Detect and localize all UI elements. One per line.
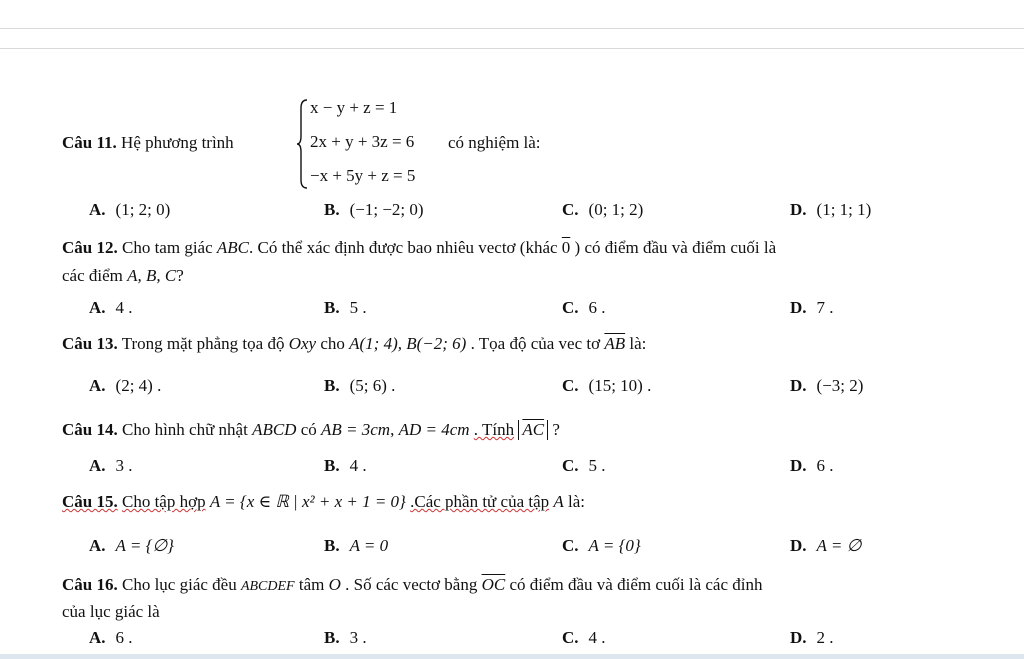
q14-label: Câu 14. (62, 420, 118, 439)
q12-text-a: Cho tam giác (121, 238, 213, 257)
option-label: C. (562, 456, 579, 475)
q16-text-c: . Số các vectơ bằng (345, 575, 478, 594)
q14-text-b: có (300, 420, 317, 439)
q12-line-2 (62, 266, 184, 286)
option-label: C. (562, 628, 579, 647)
q14-option-c[interactable] (562, 456, 606, 476)
option-label: B. (324, 376, 340, 395)
q13-option-a[interactable] (89, 376, 161, 396)
q13-text-a: Trong mặt phẳng tọa độ (121, 334, 285, 353)
q14-ab: AB = 3cm (321, 420, 391, 439)
option-value: 2 . (816, 628, 834, 647)
option-label: D. (790, 376, 807, 395)
option-value: 6 . (115, 628, 133, 647)
q12-text-b: . Có thể xác định được bao nhiêu vectơ (khác (249, 238, 558, 257)
q12-zero-vector: 0 (561, 238, 571, 257)
option-value: 7 . (816, 298, 834, 317)
option-value: (−3; 2) (816, 376, 864, 395)
q14-option-b[interactable] (324, 456, 367, 476)
q12-line2-a: các điểm (62, 266, 123, 285)
q14-text-a: Cho hình chữ nhật (121, 420, 248, 439)
option-value: 4 . (115, 298, 133, 317)
q13-text-c: . Tọa độ của vec tơ (470, 334, 601, 353)
q14-ad: AD = 4cm (398, 420, 470, 439)
q15-set: A = {x ∈ ℝ | x² + x + 1 = 0} (209, 492, 406, 511)
q14-line (62, 420, 560, 440)
option-label: C. (562, 298, 579, 317)
q12-points: A, B, C (127, 266, 177, 285)
option-label: A. (89, 628, 106, 647)
q15-option-b[interactable] (324, 536, 388, 556)
q13-option-c[interactable] (562, 376, 651, 396)
option-label: D. (790, 536, 807, 555)
q15-option-c[interactable] (562, 536, 641, 556)
q12-option-a[interactable] (89, 298, 133, 318)
q16-option-b[interactable] (324, 628, 367, 648)
option-label: A. (89, 456, 106, 475)
q11-option-a[interactable] (89, 200, 170, 220)
q16-option-c[interactable] (562, 628, 606, 648)
q16-text-b: tâm (298, 575, 325, 594)
option-label: B. (324, 456, 340, 475)
option-value: (2; 4) . (115, 376, 162, 395)
option-value: 4 . (588, 628, 606, 647)
q16-option-a[interactable] (89, 628, 133, 648)
q13-option-b[interactable] (324, 376, 395, 396)
option-value: (0; 1; 2) (588, 200, 644, 219)
option-value: 6 . (816, 456, 834, 475)
option-value: (15; 10) . (588, 376, 652, 395)
top-rule-1 (0, 28, 1024, 29)
option-value: (1; 1; 1) (816, 200, 872, 219)
q13-text-d: là: (629, 334, 647, 353)
q11-label: Câu 11. (62, 133, 117, 152)
option-label: B. (324, 200, 340, 219)
q11-eq-2: 2x + y + 3z = 6 (310, 132, 415, 151)
option-value: (1; 2; 0) (115, 200, 171, 219)
option-label: B. (324, 298, 340, 317)
q13-oxy: Oxy (288, 334, 317, 353)
q14-vector-ac: $\overline{AC}$ (522, 420, 545, 439)
option-value: 3 . (115, 456, 133, 475)
q14-abs-vector (518, 420, 548, 440)
q13-points: A(1; 4), B(−2; 6) (349, 334, 467, 353)
option-value: (−1; −2; 0) (349, 200, 424, 219)
q13-line (62, 334, 646, 354)
q15-text-a: Cho tập hợp (121, 492, 206, 511)
q11-option-b[interactable] (324, 200, 424, 220)
option-label: A. (89, 298, 106, 317)
q11-eq-3: −x + 5y + z = 5 (310, 166, 416, 185)
q15-label: Câu 15. (62, 492, 118, 511)
q11-line (62, 133, 234, 153)
option-label: C. (562, 536, 579, 555)
q16-option-d[interactable] (790, 628, 834, 648)
q14-option-a[interactable] (89, 456, 133, 476)
option-value: 3 . (349, 628, 367, 647)
system-brace (296, 98, 308, 190)
q12-option-c[interactable] (562, 298, 606, 318)
top-rule-2 (0, 48, 1024, 49)
q16-line-1 (62, 575, 763, 595)
q13-label: Câu 13. (62, 334, 118, 353)
q12-abc: ABC (216, 238, 249, 257)
q16-text-a: Cho lục giác đều (121, 575, 237, 594)
q15-option-d[interactable] (790, 536, 861, 556)
q16-text-d: có điểm đầu và điểm cuối là các đỉnh (509, 575, 763, 594)
q13-text-b: cho (320, 334, 345, 353)
option-value: A = 0 (349, 536, 389, 555)
q11-text-a: Hệ phương trình (121, 133, 234, 152)
option-value: 5 . (588, 456, 606, 475)
q11-option-c[interactable] (562, 200, 643, 220)
q12-option-b[interactable] (324, 298, 367, 318)
q16-hexagon: ABCDEF (240, 579, 295, 594)
q12-option-d[interactable] (790, 298, 834, 318)
bottom-border (0, 654, 1024, 659)
option-label: D. (790, 456, 807, 475)
q11-system (296, 98, 446, 190)
q13-vector-ab: $\overline{AB}$ (604, 334, 626, 353)
q15-text-c: là: (568, 492, 586, 511)
q14-text-c: . Tính (473, 420, 515, 439)
option-label: D. (790, 200, 807, 219)
q16-label: Câu 16. (62, 575, 118, 594)
option-value: A = {∅} (115, 536, 174, 555)
q11-option-d[interactable] (790, 200, 871, 220)
q13-option-d[interactable] (790, 376, 863, 396)
option-value: A = ∅ (816, 536, 862, 555)
q14-text-d: ? (552, 420, 560, 439)
q16-vector-oc: $\overline{OC}$ (481, 575, 506, 594)
q12-line2-b: ? (176, 266, 184, 285)
option-label: A. (89, 376, 106, 395)
option-label: C. (562, 200, 579, 219)
option-label: D. (790, 628, 807, 647)
q15-option-a[interactable] (89, 536, 174, 556)
q14-option-d[interactable] (790, 456, 834, 476)
q12-text-c: ) có điểm đầu và điểm cuối là (574, 238, 777, 257)
option-label: B. (324, 628, 340, 647)
q14-separator: , (390, 420, 395, 439)
option-value: (5; 6) . (349, 376, 396, 395)
option-label: B. (324, 536, 340, 555)
option-label: A. (89, 536, 106, 555)
option-label: A. (89, 200, 106, 219)
option-label: D. (790, 298, 807, 317)
option-value: 4 . (349, 456, 367, 475)
q16-o: O (328, 575, 341, 594)
option-label: C. (562, 376, 579, 395)
option-value: 5 . (349, 298, 367, 317)
q16-line-2: của lục giác là (62, 602, 160, 621)
q15-a: A (553, 492, 564, 511)
option-value: A = {0} (588, 536, 641, 555)
q11-text-b: có nghiệm là: (448, 133, 541, 152)
q15-text-b: .Các phần tử của tập (410, 492, 550, 511)
option-value: 6 . (588, 298, 606, 317)
q12-line-1 (62, 238, 776, 258)
q14-abcd: ABCD (252, 420, 297, 439)
q12-label: Câu 12. (62, 238, 118, 257)
q15-line (62, 492, 585, 512)
q11-eq-1: x − y + z = 1 (310, 98, 398, 117)
